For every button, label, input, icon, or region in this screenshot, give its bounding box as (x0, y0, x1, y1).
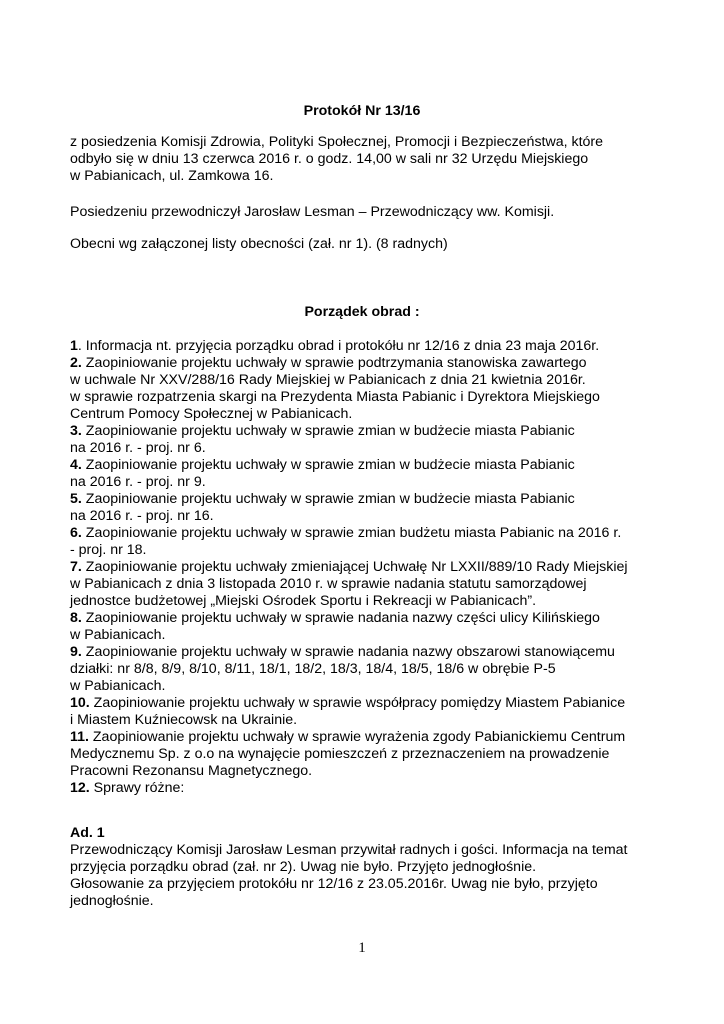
agenda-item-continuation: w Pabianicach z dnia 3 listopada 2010 r. w sprawie nadania statutu samorządowej (70, 576, 587, 592)
agenda-item (70, 559, 628, 576)
agenda-item-continuation: na 2016 r. - proj. nr 6. (70, 440, 206, 456)
agenda-item-continuation: na 2016 r. - proj. nr 16. (70, 508, 214, 524)
intro-line: odbyło się w dniu 13 czerwca 2016 r. o godz. 14,00 w sali nr 32 Urzędu Miejskiego (70, 151, 589, 167)
agenda-item (70, 338, 599, 355)
agenda-item (70, 457, 575, 474)
agenda-item (70, 491, 575, 508)
agenda-item (70, 355, 587, 372)
agenda-item-text: Zaopiniowanie projektu uchwały w sprawie podtrzymania stanowiska zawartego (81, 355, 587, 371)
agenda-item (70, 729, 625, 746)
page-number: 1 (358, 940, 366, 956)
agenda-item-continuation: w sprawie rozpatrzenia skargi na Prezydenta Miasta Pabianic i Dyrektora Miejskiego (70, 389, 600, 405)
agenda-item-continuation: działki: nr 8/8, 8/9, 8/10, 8/11, 18/1, 18/2, 18/3, 18/4, 18/5, 18/6 w obrębie P-5 (70, 661, 556, 677)
agenda-item-continuation: Centrum Pomocy Społecznej w Pabianicach. (70, 406, 353, 422)
intro-line: w Pabianicach, ul. Zamkowa 16. (70, 168, 274, 184)
agenda-item-number: 1 (70, 338, 78, 354)
agenda-item-number: 4. (70, 457, 82, 473)
intro-line: z posiedzenia Komisji Zdrowia, Polityki Społecznej, Promocji i Bezpieczeństwa, które (70, 134, 604, 150)
agenda-item-number: 3. (70, 423, 82, 439)
agenda-item-continuation: - proj. nr 18. (70, 542, 147, 558)
ad1-line: Przewodniczący Komisji Jarosław Lesman przywitał radnych i gości. Informacja na temat (70, 842, 628, 858)
ad1-heading: Ad. 1 (70, 825, 105, 841)
agenda-item-text: Sprawy różne: (89, 780, 185, 796)
ad1-line: przyjęcia porządku obrad (zał. nr 2). Uwag nie było. Przyjęto jednogłośnie. (70, 859, 537, 875)
ad1-line: jednogłośnie. (70, 893, 154, 909)
chair-statement: Posiedzeniu przewodniczył Jarosław Lesman – Przewodniczący ww. Komisji. (70, 204, 555, 220)
agenda-item (70, 525, 621, 542)
ad1-line: Głosowanie za przyjęciem protokółu nr 12/16 z 23.05.2016r. Uwag nie było, przyjęto (70, 876, 598, 892)
agenda-item (70, 610, 600, 627)
agenda-item-number: 10. (70, 695, 90, 711)
agenda-item-text: Zaopiniowanie projektu uchwały w sprawie zmian w budżecie miasta Pabianic (81, 423, 575, 439)
agenda-item-continuation: Pracowni Rezonansu Magnetycznego. (70, 763, 313, 779)
attendance-statement: Obecni wg załączonej listy obecności (zał. nr 1). (8 radnych) (70, 236, 448, 252)
agenda-title: Porządek obrad : (304, 304, 420, 320)
agenda-item-number: 6. (70, 525, 82, 541)
agenda-item-text: Zaopiniowanie projektu uchwały w sprawie zmian budżetu miasta Pabianic na 2016 r. (81, 525, 622, 541)
agenda-item-continuation: w Pabianicach. (70, 678, 166, 694)
agenda-item (70, 780, 184, 797)
agenda-item-text: Zaopiniowanie projektu uchwały w sprawie współpracy pomiędzy Miastem Pabianice (89, 695, 626, 711)
agenda-item-text: Zaopiniowanie projektu uchwały w sprawie nadania nazwy obszarowi stanowiącemu (81, 644, 615, 660)
agenda-item-continuation: jednostce budżetowej „Miejski Ośrodek Sportu i Rekreacji w Pabianicach”. (70, 593, 537, 609)
agenda-item (70, 644, 615, 661)
agenda-item-continuation: Medycznemu Sp. z o.o na wynajęcie pomieszczeń z przeznaczeniem na prowadzenie (70, 746, 610, 762)
agenda-item-number: 9. (70, 644, 82, 660)
agenda-item-text: Zaopiniowanie projektu uchwały w sprawie zmian w budżecie miasta Pabianic (81, 457, 575, 473)
agenda-item-number: 8. (70, 610, 82, 626)
agenda-item-continuation: w Pabianicach. (70, 627, 166, 643)
agenda-item-text: Zaopiniowanie projektu uchwały w sprawie nadania nazwy części ulicy Kilińskiego (81, 610, 600, 626)
agenda-item-text: . Informacja nt. przyjęcia porządku obrad i protokółu nr 12/16 z dnia 23 maja 2016r. (77, 338, 600, 354)
agenda-item-text: Zaopiniowanie projektu uchwały zmieniającej Uchwałę Nr LXXII/889/10 Rady Miejskiej (81, 559, 628, 575)
agenda-item-text: Zaopiniowanie projektu uchwały w sprawie zmian w budżecie miasta Pabianic (81, 491, 575, 507)
agenda-item-number: 2. (70, 355, 82, 371)
agenda-item-number: 7. (70, 559, 82, 575)
agenda-item-continuation: w uchwale Nr XXV/288/16 Rady Miejskiej w Pabianicach z dnia 21 kwietnia 2016r. (70, 372, 586, 388)
agenda-item-number: 11. (70, 729, 89, 745)
agenda-item (70, 423, 575, 440)
agenda-item-continuation: i Miastem Kuźniecowsk na Ukrainie. (70, 712, 298, 728)
agenda-item-text: Zaopiniowanie projektu uchwały w sprawie wyrażenia zgody Pabianickiemu Centrum (88, 729, 626, 745)
agenda-item-number: 12. (70, 780, 90, 796)
document-title: Protokół Nr 13/16 (303, 103, 421, 119)
agenda-item (70, 695, 625, 712)
agenda-item-number: 5. (70, 491, 82, 507)
agenda-item-continuation: na 2016 r. - proj. nr 9. (70, 474, 206, 490)
